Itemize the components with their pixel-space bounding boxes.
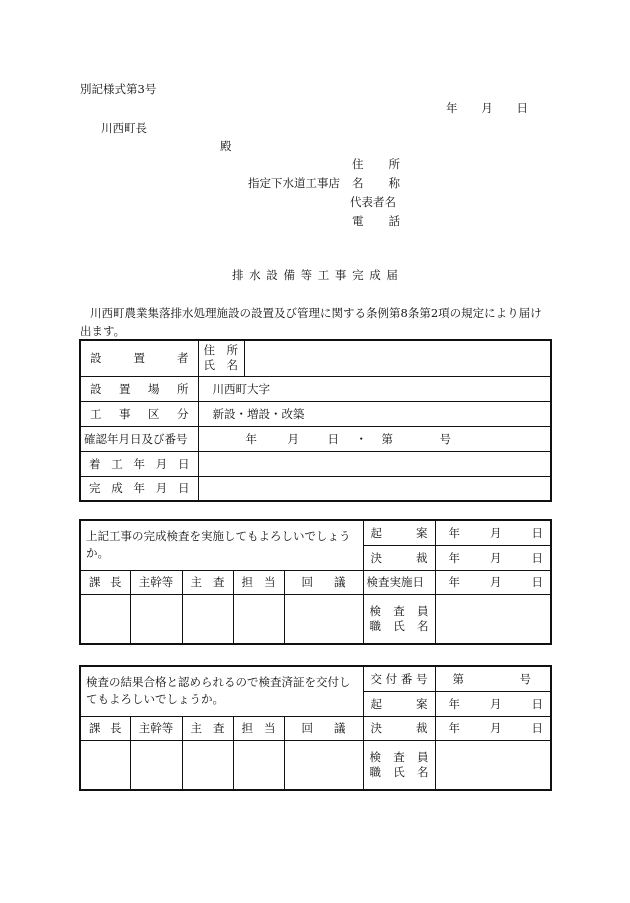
table-row [80,376,551,401]
role-section-chief: 課 長 [80,570,130,594]
draft-date[interactable]: 年 月 日 [435,691,551,716]
label-inspector-name: 検 査 員 職 氏 名 [363,594,435,644]
seal-chief-staff[interactable] [130,740,182,790]
seal-supervisor[interactable] [182,740,233,790]
table-row [80,476,551,501]
role-chief-staff: 主幹等 [130,570,182,594]
completion-date-value[interactable] [198,476,551,501]
seal-in-charge[interactable] [233,740,284,790]
label-confirmation-date-number: 確認年月日及び番号 [80,426,198,451]
approval-date[interactable]: 年 月 日 [435,545,551,570]
phone-char-1: 電 [352,214,364,228]
role-supervisor: 主 査 [182,570,233,594]
name-char-1: 名 [352,176,364,190]
approval-date[interactable]: 年 月 日 [435,716,551,740]
representative-label: 代表者名 [350,195,396,209]
applicant-block [350,156,402,232]
label-approval: 決 裁 [363,716,435,740]
body-text-line-1: 川西町農業集落排水処理施設の設置及び管理に関する条例第8条第2項の規定により届け [90,306,542,320]
table-row [80,520,551,545]
table-row [80,426,551,451]
label-inspection-date: 検査実施日 [363,570,435,594]
confirmation-date-number-value[interactable]: 年 月 日 ・ 第 号 [198,426,551,451]
role-supervisor: 主 査 [182,716,233,740]
honorific: 殿 [220,139,232,153]
date-month-label: 月 [481,101,493,115]
table-row [80,451,551,476]
sublabel-address-name: 住 所 氏 名 [198,340,244,376]
document-title: 排 水 設 備 等 工 事 完 成 届 [232,268,399,282]
label-completion-date: 完 成 年 月 日 [80,476,198,501]
recipient: 川西町長 [101,121,147,135]
label-approval: 決 裁 [363,545,435,570]
label-start-date: 着 工 年 月 日 [80,451,198,476]
label-issue-number: 交 付 番 号 [363,666,435,691]
role-in-charge: 担 当 [233,570,284,594]
role-chief-staff: 主幹等 [130,716,182,740]
table-row [80,666,551,691]
role-circulation: 回 議 [284,716,363,740]
seal-section-chief[interactable] [80,594,130,644]
table-row [80,740,551,790]
address-char-2: 所 [388,157,400,171]
inspection-date[interactable]: 年 月 日 [435,570,551,594]
label-install-location: 設 置 場 所 [80,376,198,401]
seal-circulation[interactable] [284,594,363,644]
phone-char-2: 話 [388,214,400,228]
address-char-1: 住 [352,157,364,171]
label-inspector-name: 検 査 員 職 氏 名 [363,740,435,790]
seal-chief-staff[interactable] [130,594,182,644]
inspector-name-value[interactable] [435,594,551,644]
seal-supervisor[interactable] [182,594,233,644]
label-draft: 起 案 [363,691,435,716]
work-category-value[interactable]: 新設・増設・改築 [198,401,551,426]
table-row [80,401,551,426]
seal-circulation[interactable] [284,740,363,790]
label-installer: 設 置 者 [80,340,198,376]
date-year-label: 年 [446,101,458,115]
certificate-question: 検査の結果合格と認められるので検査済証を交付してもよろしいでしょうか。 [80,666,363,716]
inspection-request-table [79,519,552,645]
label-draft: 起 案 [363,520,435,545]
inspection-question: 上記工事の完成検査を実施してもよろしいでしょうか。 [80,520,363,570]
role-in-charge: 担 当 [233,716,284,740]
installer-value[interactable] [244,340,551,376]
table-row [80,716,551,740]
application-table [79,339,552,502]
applicant-role: 指定下水道工事店 [248,176,340,190]
form-number: 別記様式第3号 [80,82,157,96]
table-row [80,594,551,644]
table-row [80,570,551,594]
seal-section-chief[interactable] [80,740,130,790]
certificate-issue-table [79,665,552,791]
issue-number-value[interactable]: 第 号 [435,666,551,691]
body-text-line-2: 出ます。 [80,324,126,338]
label-work-category: 工 事 区 分 [80,401,198,426]
date-day-label: 日 [516,101,528,115]
inspector-name-value[interactable] [435,740,551,790]
start-date-value[interactable] [198,451,551,476]
name-char-2: 称 [388,176,400,190]
draft-date[interactable]: 年 月 日 [435,520,551,545]
role-circulation: 回 議 [284,570,363,594]
date-line [446,100,528,116]
install-location-value[interactable]: 川西町大字 [198,376,551,401]
table-row [80,340,551,376]
seal-in-charge[interactable] [233,594,284,644]
role-section-chief: 課 長 [80,716,130,740]
